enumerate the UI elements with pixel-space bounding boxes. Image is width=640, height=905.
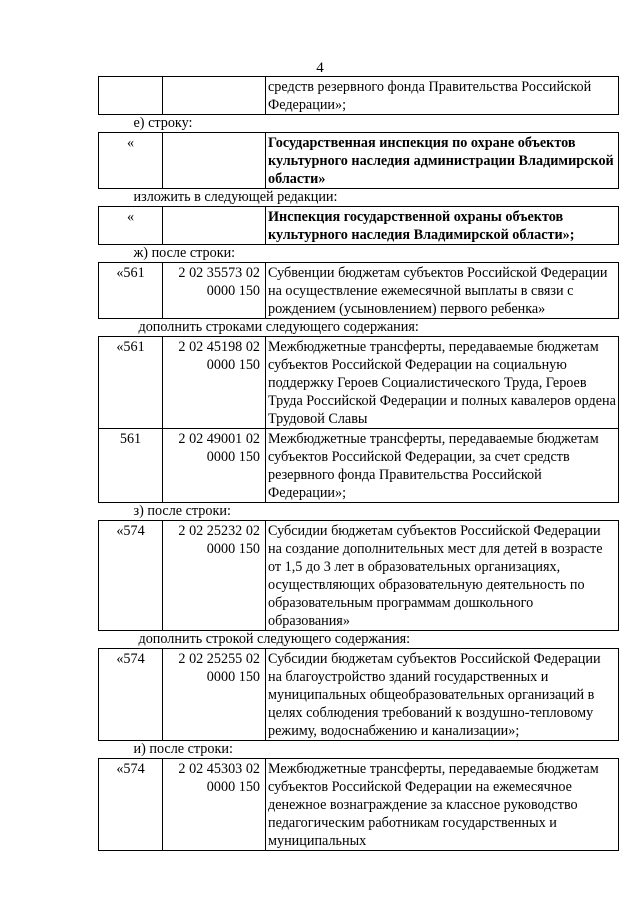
table-row: [99, 429, 619, 503]
instruction-row: [99, 115, 619, 133]
row-description: средств резервного фонда Правительства Российской Федерации»;: [266, 77, 619, 115]
admin-code: «561: [99, 263, 163, 319]
classification-code: 2 02 45198 02 0000 150: [163, 337, 266, 429]
admin-code: «561: [99, 337, 163, 429]
instruction-text: ж) после строки:: [99, 245, 619, 263]
table-row: [99, 133, 619, 189]
budget-code-table: [98, 76, 619, 851]
instruction-text: дополнить строкой следующего содержания:: [99, 631, 619, 649]
instruction-row: [99, 741, 619, 759]
row-description: Межбюджетные трансферты, передаваемые бюджетам субъектов Российской Федерации на ежемесячное денежное вознаграждение за классное руководство педагогическим работникам государственных и муниципальных: [266, 759, 619, 851]
classification-code: 2 02 25232 02 0000 150: [163, 521, 266, 631]
table-row: [99, 759, 619, 851]
instruction-row: [99, 631, 619, 649]
table-row: [99, 77, 619, 115]
row-description: Субвенции бюджетам субъектов Российской Федерации на осуществление ежемесячной выплаты в связи с рождением (усыновлением) первого ребенка»: [266, 263, 619, 319]
admin-code: «: [99, 207, 163, 245]
instruction-text: е) строку:: [99, 115, 619, 133]
instruction-text: з) после строки:: [99, 503, 619, 521]
classification-code: [163, 133, 266, 189]
row-description: Субсидии бюджетам субъектов Российской Федерации на благоустройство зданий государственных и муниципальных общеобразовательных организаций в целях соблюдения требований к воздушно-тепловому режиму, водоснабжению и канализации»;: [266, 649, 619, 741]
classification-code: 2 02 45303 02 0000 150: [163, 759, 266, 851]
row-description: Государственная инспекция по охране объектов культурного наследия администрации Владимирской области»: [266, 133, 619, 189]
admin-code: «574: [99, 649, 163, 741]
table-row: [99, 207, 619, 245]
admin-code: 561: [99, 429, 163, 503]
row-description: Субсидии бюджетам субъектов Российской Федерации на создание дополнительных мест для детей в возрасте от 1,5 до 3 лет в образовательных организациях, осуществляющих образовательную деятельность по образовательным программам дошкольного образования»: [266, 521, 619, 631]
instruction-text: дополнить строками следующего содержания:: [99, 319, 619, 337]
admin-code: «574: [99, 521, 163, 631]
table-row: [99, 649, 619, 741]
classification-code: [163, 207, 266, 245]
admin-code: «: [99, 133, 163, 189]
instruction-row: [99, 189, 619, 207]
row-description: Инспекция государственной охраны объектов культурного наследия Владимирской области»;: [266, 207, 619, 245]
classification-code: 2 02 25255 02 0000 150: [163, 649, 266, 741]
classification-code: 2 02 35573 02 0000 150: [163, 263, 266, 319]
table-row: [99, 337, 619, 429]
instruction-text: изложить в следующей редакции:: [99, 189, 619, 207]
admin-code: «574: [99, 759, 163, 851]
instruction-text: и) после строки:: [99, 741, 619, 759]
instruction-row: [99, 319, 619, 337]
instruction-row: [99, 245, 619, 263]
row-description: Межбюджетные трансферты, передаваемые бюджетам субъектов Российской Федерации, за счет средств резервного фонда Правительства Российской Федерации»;: [266, 429, 619, 503]
row-description: Межбюджетные трансферты, передаваемые бюджетам субъектов Российской Федерации на социальную поддержку Героев Социалистического Труда, Героев Труда Российской Федерации и полных кавалеров ордена Трудовой Славы: [266, 337, 619, 429]
table-row: [99, 521, 619, 631]
classification-code: 2 02 49001 02 0000 150: [163, 429, 266, 503]
page-number: 4: [316, 60, 324, 76]
table-row: [99, 263, 619, 319]
instruction-row: [99, 503, 619, 521]
